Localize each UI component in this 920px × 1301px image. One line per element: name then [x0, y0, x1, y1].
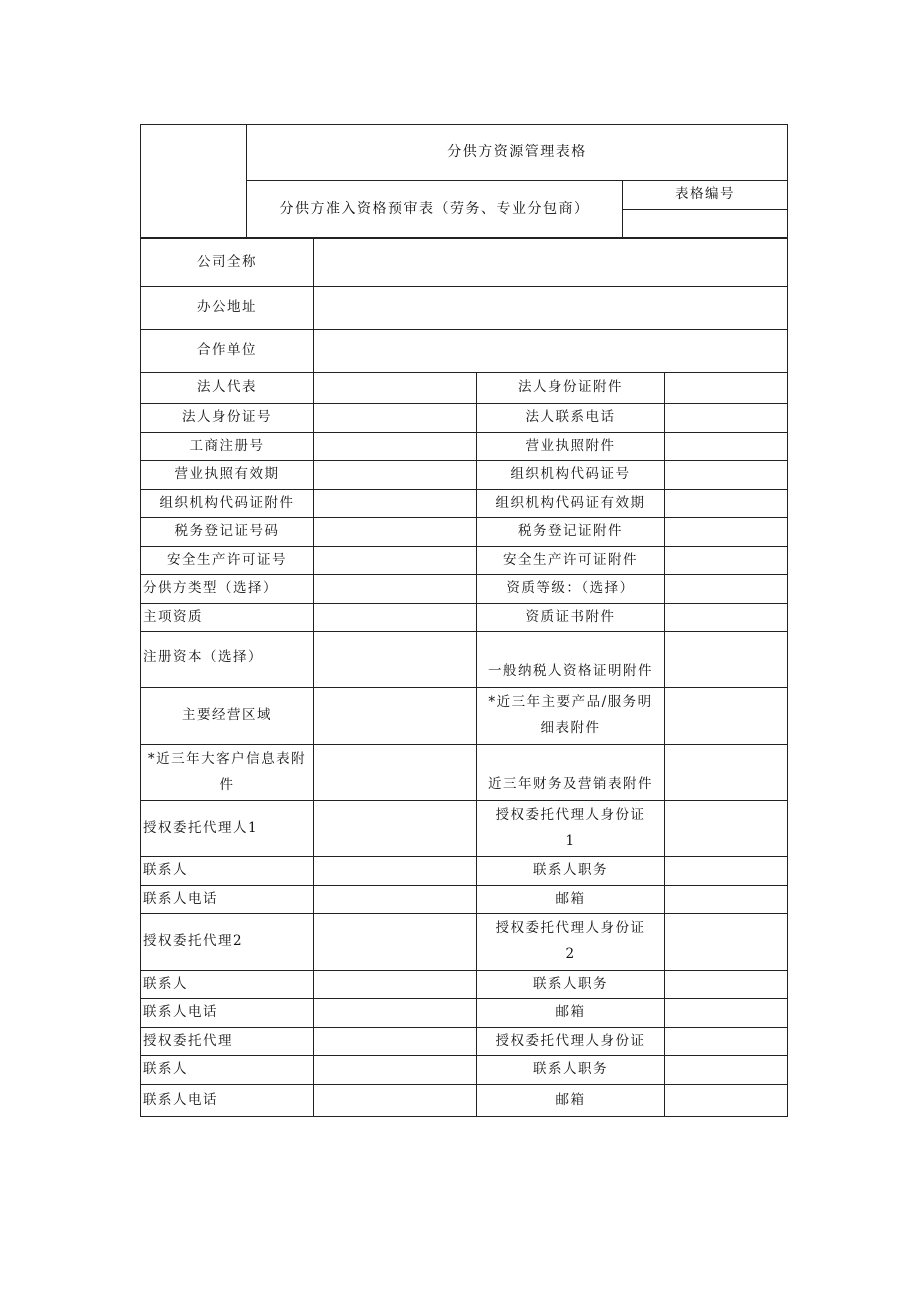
table-row: [141, 547, 788, 575]
agent2-id-input[interactable]: [665, 914, 788, 971]
safety-permit-number-label: 安全生产许可证号: [141, 547, 314, 575]
office-address-input[interactable]: [314, 287, 788, 330]
table-row: [141, 971, 788, 999]
business-reg-number-label: 工商注册号: [141, 433, 314, 461]
org-code-number-input[interactable]: [665, 461, 788, 490]
agent3-label: 授权委托代理: [141, 1028, 314, 1056]
table-row: [141, 287, 788, 330]
contact2-phone-label: 联系人电话: [141, 999, 314, 1028]
form-number-label: 表格编号: [623, 181, 788, 210]
org-code-validity-label: 组织机构代码证有效期: [477, 490, 665, 518]
agent2-label: 授权委托代理2: [141, 914, 314, 971]
email3-label: 邮箱: [477, 1085, 665, 1117]
qualification-cert-attachment-label: 资质证书附件: [477, 604, 665, 632]
contact1-title-label: 联系人职务: [477, 857, 665, 886]
safety-permit-attachment-input[interactable]: [665, 547, 788, 575]
form-header-table: [140, 124, 788, 238]
email1-label: 邮箱: [477, 886, 665, 914]
agent1-input[interactable]: [314, 801, 477, 857]
business-region-input[interactable]: [314, 688, 477, 745]
prequalification-table: [140, 238, 788, 1117]
table-row: [141, 575, 788, 604]
qualification-cert-attachment-input[interactable]: [665, 604, 788, 632]
table-row: [141, 373, 788, 404]
tax-reg-number-input[interactable]: [314, 518, 477, 547]
table-row: [141, 518, 788, 547]
agent1-id-input[interactable]: [665, 801, 788, 857]
email1-input[interactable]: [665, 886, 788, 914]
contact2-phone-input[interactable]: [314, 999, 477, 1028]
contact3-phone-input[interactable]: [314, 1085, 477, 1117]
contact1-phone-input[interactable]: [314, 886, 477, 914]
contact1-phone-label: 联系人电话: [141, 886, 314, 914]
contact3-input[interactable]: [314, 1056, 477, 1085]
table-row: [141, 1028, 788, 1056]
agent3-input[interactable]: [314, 1028, 477, 1056]
form-title: 分供方资源管理表格: [247, 125, 788, 181]
contact1-label: 联系人: [141, 857, 314, 886]
legal-rep-input[interactable]: [314, 373, 477, 404]
legal-rep-id-number-label: 法人身份证号: [141, 404, 314, 433]
form-subtitle: 分供方准入资格预审表（劳务、专业分包商）: [247, 181, 623, 238]
taxpayer-cert-attachment-label: 一般纳税人资格证明附件: [477, 632, 665, 688]
contact2-title-input[interactable]: [665, 971, 788, 999]
contact3-label: 联系人: [141, 1056, 314, 1085]
table-row: [141, 886, 788, 914]
table-row: [141, 490, 788, 518]
financial-report-attachment-input[interactable]: [665, 745, 788, 801]
agent1-id-label: 授权委托代理人身份证 1: [477, 801, 665, 857]
tax-reg-attachment-input[interactable]: [665, 518, 788, 547]
license-validity-input[interactable]: [314, 461, 477, 490]
org-code-attachment-label: 组织机构代码证附件: [141, 490, 314, 518]
email2-label: 邮箱: [477, 999, 665, 1028]
company-full-name-input[interactable]: [314, 239, 788, 287]
contact2-label: 联系人: [141, 971, 314, 999]
agent2-id-label: 授权委托代理人身份证 2: [477, 914, 665, 971]
table-row: [141, 801, 788, 857]
products-services-attachment-input[interactable]: [665, 688, 788, 745]
business-license-attachment-label: 营业执照附件: [477, 433, 665, 461]
table-row: [141, 999, 788, 1028]
business-region-label: 主要经营区域: [141, 688, 314, 745]
major-clients-attachment-input[interactable]: [314, 745, 477, 801]
table-row: [141, 330, 788, 373]
qualification-level-label: 资质等级：（选择）: [477, 575, 665, 604]
table-row: [141, 461, 788, 490]
table-row: [141, 632, 788, 688]
contact2-title-label: 联系人职务: [477, 971, 665, 999]
table-row: [141, 604, 788, 632]
contact3-title-label: 联系人职务: [477, 1056, 665, 1085]
table-row: [141, 433, 788, 461]
agent3-id-input[interactable]: [665, 1028, 788, 1056]
table-row: [141, 914, 788, 971]
major-clients-attachment-label: *近三年大客户信息表附 件: [141, 745, 314, 801]
email2-input[interactable]: [665, 999, 788, 1028]
org-code-attachment-input[interactable]: [314, 490, 477, 518]
main-qualification-label: 主项资质: [141, 604, 314, 632]
financial-report-attachment-label: 近三年财务及营销表附件: [477, 745, 665, 801]
contact3-phone-label: 联系人电话: [141, 1085, 314, 1117]
table-row: [141, 1056, 788, 1085]
org-code-validity-input[interactable]: [665, 490, 788, 518]
email3-input[interactable]: [665, 1085, 788, 1117]
agent1-label: 授权委托代理人1: [141, 801, 314, 857]
business-reg-number-input[interactable]: [314, 433, 477, 461]
registered-capital-label: 注册资本（选择）: [141, 632, 314, 688]
company-full-name-label: 公司全称: [141, 239, 314, 287]
legal-rep-phone-label: 法人联系电话: [477, 404, 665, 433]
legal-rep-id-attachment-input[interactable]: [665, 373, 788, 404]
table-row: [141, 404, 788, 433]
table-row: [141, 1085, 788, 1117]
products-services-attachment-label: *近三年主要产品/服务明 细表附件: [477, 688, 665, 745]
agent2-input[interactable]: [314, 914, 477, 971]
table-row: [141, 239, 788, 287]
logo-blank-cell: [141, 125, 247, 238]
qualification-level-select[interactable]: [665, 575, 788, 604]
safety-permit-number-input[interactable]: [314, 547, 477, 575]
table-row: [141, 745, 788, 801]
supplier-type-label: 分供方类型（选择）: [141, 575, 314, 604]
contact1-title-input[interactable]: [665, 857, 788, 886]
main-qualification-input[interactable]: [314, 604, 477, 632]
contact3-title-input[interactable]: [665, 1056, 788, 1085]
tax-reg-number-label: 税务登记证号码: [141, 518, 314, 547]
license-validity-label: 营业执照有效期: [141, 461, 314, 490]
form-number-value[interactable]: [623, 210, 788, 238]
office-address-label: 办公地址: [141, 287, 314, 330]
table-row: [141, 688, 788, 745]
table-row: [141, 857, 788, 886]
legal-rep-label: 法人代表: [141, 373, 314, 404]
legal-rep-id-number-input[interactable]: [314, 404, 477, 433]
business-license-attachment-input[interactable]: [665, 433, 788, 461]
supplier-type-select[interactable]: [314, 575, 477, 604]
registered-capital-select[interactable]: [314, 632, 477, 688]
partner-unit-label: 合作单位: [141, 330, 314, 373]
contact2-input[interactable]: [314, 971, 477, 999]
org-code-number-label: 组织机构代码证号: [477, 461, 665, 490]
agent3-id-label: 授权委托代理人身份证: [477, 1028, 665, 1056]
legal-rep-phone-input[interactable]: [665, 404, 788, 433]
legal-rep-id-attachment-label: 法人身份证附件: [477, 373, 665, 404]
taxpayer-cert-attachment-input[interactable]: [665, 632, 788, 688]
partner-unit-input[interactable]: [314, 330, 788, 373]
contact1-input[interactable]: [314, 857, 477, 886]
safety-permit-attachment-label: 安全生产许可证附件: [477, 547, 665, 575]
tax-reg-attachment-label: 税务登记证附件: [477, 518, 665, 547]
